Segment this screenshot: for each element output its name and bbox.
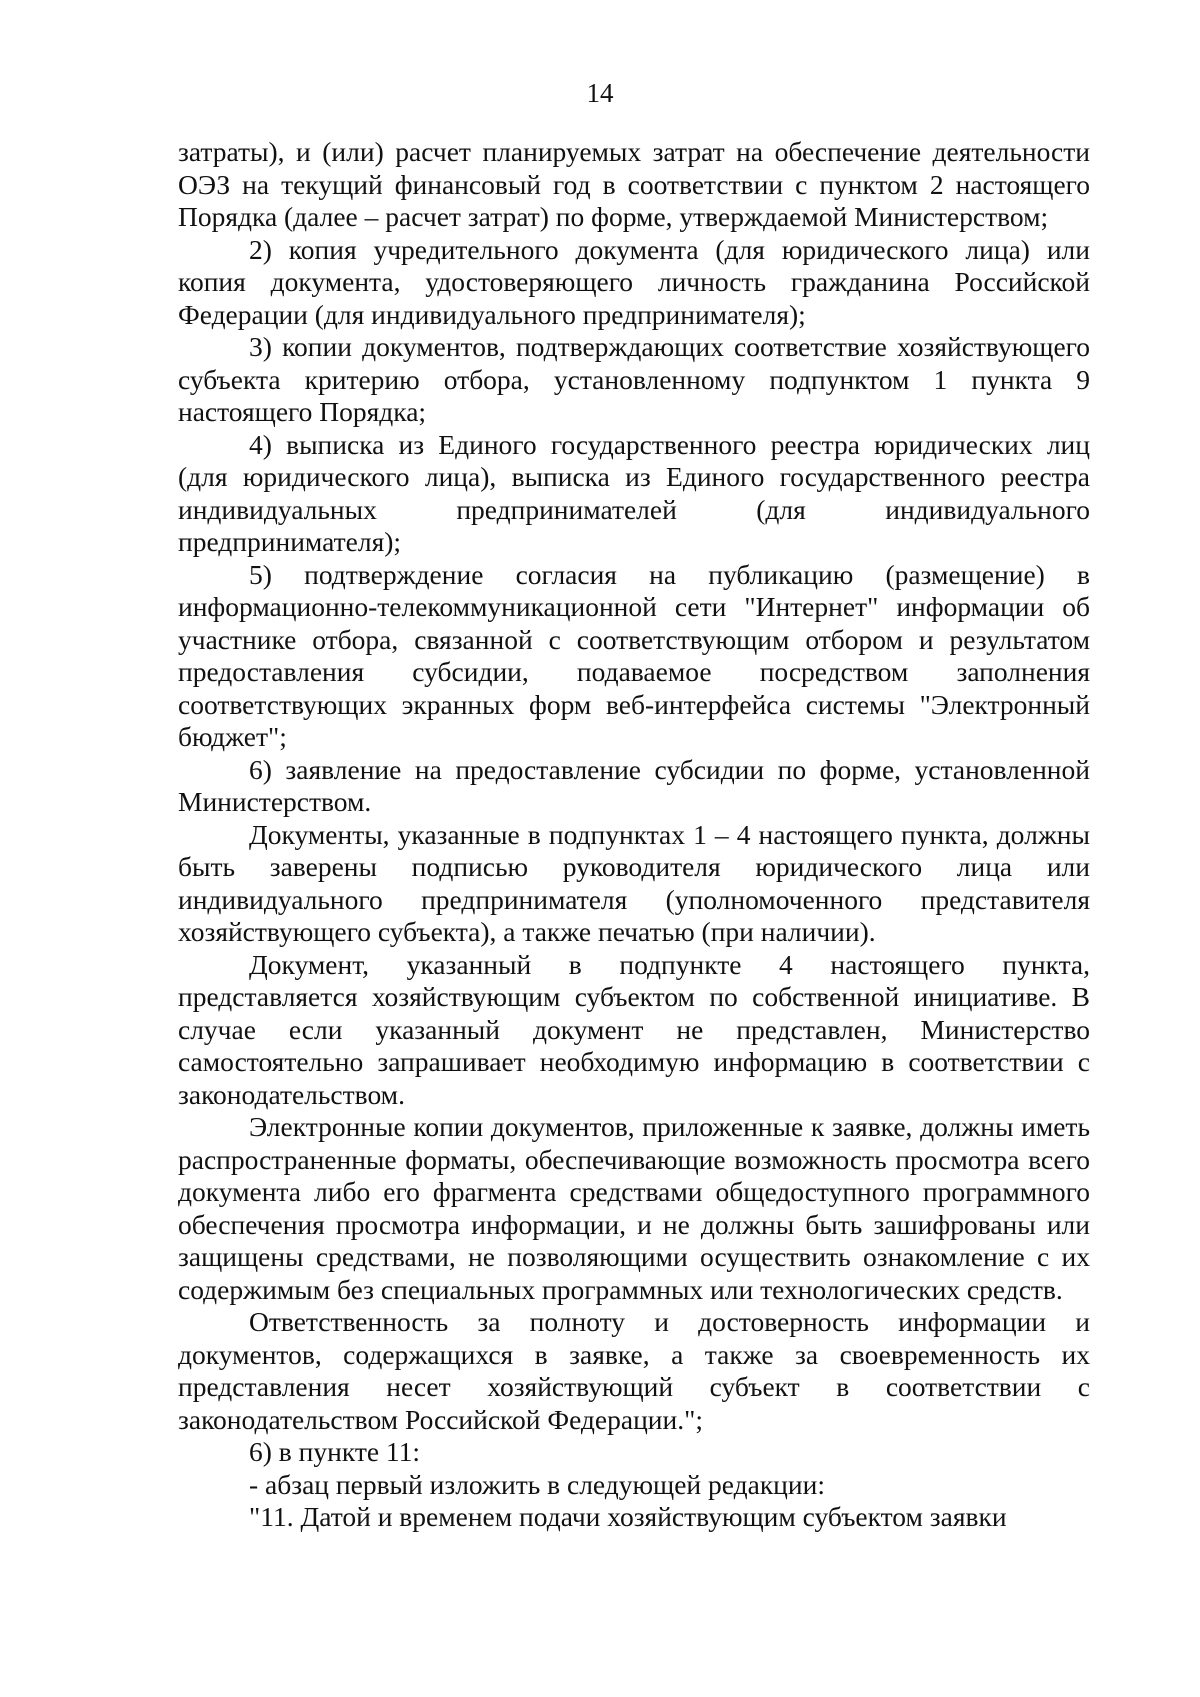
paragraph-point-11-new-text: "11. Датой и временем подачи хозяйствующим субъектом заявки [249,1501,1007,1532]
paragraph-item-2-founding-document: 2) копия учредительного документа (для юридического лица) или копия документа, удостоверяющего личность гражданина Российской Федерации (для индивидуального предпринимателя); [178,233,1090,330]
paragraph-documents-certification: Документы, указанные в подпунктах 1 – 4 настоящего пункта, должны быть заверены подписью руководителя юридического лица или индивидуального предпринимателя (уполномоченного представителя хозяйствующего субъекта), а также печатью (при наличии). [178,818,1090,947]
paragraph-electronic-copies: Электронные копии документов, приложенные к заявке, должны иметь распространенные форматы, обеспечивающие возможность просмотра всего документа либо его фрагмента средствами общедоступного программного обеспечения просмотра информации, и не должны быть зашифрованы или защищены средствами, не позволяющими осуществить ознакомление с их содержимым без специальных программных или технологических средств. [178,1111,1090,1305]
paragraph-point-11: 6) в пункте 11: [249,1436,421,1467]
paragraph-item-3-criteria-documents: 3) копии документов, подтверждающих соответствие хозяйствующего субъекта критерию отбора, установленному подпунктом 1 пункта 9 настоящего Порядка; [178,331,1090,427]
paragraph-costs-calculation: затраты), и (или) расчет планируемых затрат на обеспечение деятельности ОЭЗ на текущий финансовый год в соответствии с пунктом 2 настоящего Порядка (далее – расчет затрат) по форме, утверждаемой Министерством; [178,136,1090,232]
paragraph-first-abzac: - абзац первый изложить в следующей редакции: [249,1468,825,1500]
document-body [178,136,1090,1534]
paragraph-item-5-publication-consent: 5) подтверждение согласия на публикацию (размещение) в информационно-телекоммуникационной сети "Интернет" информации об участнике отбора, связанной с соответствующим отбором и результатом предоставления субсидии, подаваемое посредством заполнения соответствующих экранных форм веб-интерфейса системы "Электронный бюджет"; [178,558,1090,752]
paragraph-own-initiative: Документ, указанный в подпункте 4 настоящего пункта, представляется хозяйствующим субъектом по собственной инициативе. В случае если указанный документ не представлен, Министерство самостоятельно запрашивает необходимую информацию в соответствии с законодательством. [178,948,1090,1110]
page-number: 14 [586,78,614,108]
paragraph-responsibility: Ответственность за полноту и достоверность информации и документов, содержащихся в заявке, а также за своевременность их представления несет хозяйствующий субъект в соответствии с законодательством Российской Федерации."; [178,1306,1090,1435]
paragraph-item-6-application: 6) заявление на предоставление субсидии по форме, установленной Министерством. [178,753,1090,817]
paragraph-item-4-registry-extract: 4) выписка из Единого государственного реестра юридических лиц (для юридического лица), выписка из Единого государственного реестра индивидуальных предпринимателей (для индивидуального предпринимателя); [178,428,1090,557]
